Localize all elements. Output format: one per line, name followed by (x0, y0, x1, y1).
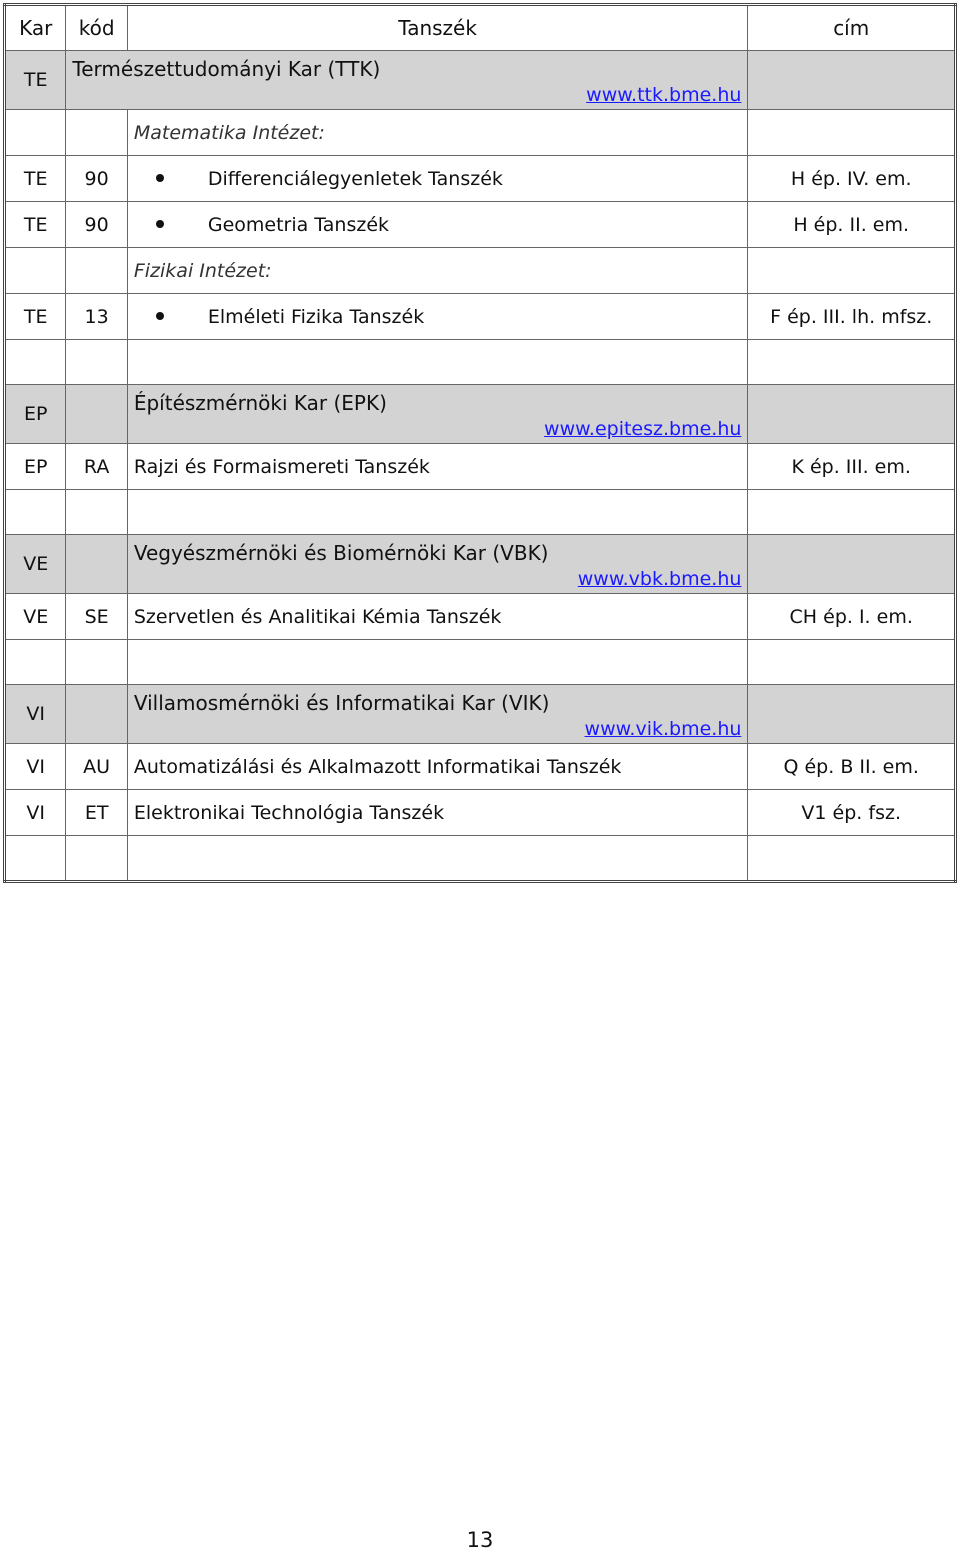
header-kar: Kar (5, 5, 66, 51)
dept-name: Elektronikai Technológia Tanszék (127, 790, 748, 836)
faculty-kar: VI (5, 685, 66, 744)
dept-kar: TE (5, 294, 66, 340)
dept-kod: AU (66, 744, 127, 790)
institute-label: Fizikai Intézet: (127, 248, 748, 294)
dept-kod: SE (66, 594, 127, 640)
dept-kar: VI (5, 744, 66, 790)
faculty-website-link[interactable]: www.vik.bme.hu (584, 718, 742, 740)
faculty-row-ttk (5, 51, 956, 110)
table-row (5, 202, 956, 248)
header-cim: cím (748, 5, 956, 51)
dept-cim: H ép. II. em. (748, 202, 956, 248)
dept-cim: CH ép. I. em. (748, 594, 956, 640)
dept-kod: RA (66, 444, 127, 490)
header-kod: kód (66, 5, 127, 51)
dept-kar: TE (5, 202, 66, 248)
dept-name: Rajzi és Formaismereti Tanszék (127, 444, 748, 490)
faculty-kar: VE (5, 535, 66, 594)
dept-cim: V1 ép. fsz. (748, 790, 956, 836)
header-tanszek: Tanszék (127, 5, 748, 51)
empty-row (5, 836, 956, 882)
faculty-name: Vegyészmérnöki és Biomérnöki Kar (VBK) (133, 541, 549, 565)
institute-row (5, 110, 956, 156)
institute-label: Matematika Intézet: (127, 110, 748, 156)
faculty-kar: TE (5, 51, 66, 110)
empty-row (5, 340, 956, 385)
faculty-kar: EP (5, 385, 66, 444)
table-header-row (5, 5, 956, 51)
table-row (5, 156, 956, 202)
table-row (5, 744, 956, 790)
dept-name: Automatizálási és Alkalmazott Informatikai Tanszék (127, 744, 748, 790)
faculty-row-vbk (5, 535, 956, 594)
faculty-website-link[interactable]: www.epitesz.bme.hu (544, 418, 742, 440)
dept-name: Elméleti Fizika Tanszék (207, 305, 425, 328)
bullet-icon (156, 220, 164, 228)
faculty-website-link[interactable]: www.ttk.bme.hu (586, 84, 742, 106)
empty-row (5, 490, 956, 535)
dept-kar: VI (5, 790, 66, 836)
institute-row (5, 248, 956, 294)
dept-name: Differenciálegyenletek Tanszék (207, 167, 503, 190)
dept-cim: F ép. III. lh. mfsz. (748, 294, 956, 340)
faculty-name: Természettudományi Kar (TTK) (72, 57, 381, 81)
dept-cim: H ép. IV. em. (748, 156, 956, 202)
dept-kar: EP (5, 444, 66, 490)
empty-row (5, 640, 956, 685)
dept-cim: Q ép. B II. em. (748, 744, 956, 790)
faculty-name: Villamosmérnöki és Informatikai Kar (VIK) (133, 691, 550, 715)
bullet-icon (156, 174, 164, 182)
table-row (5, 790, 956, 836)
dept-name: Geometria Tanszék (207, 213, 390, 236)
page-number: 13 (466, 1528, 494, 1552)
dept-kod: 90 (66, 156, 127, 202)
faculty-name: Építészmérnöki Kar (EPK) (133, 391, 387, 415)
table-row (5, 444, 956, 490)
dept-kar: TE (5, 156, 66, 202)
dept-kar: VE (5, 594, 66, 640)
dept-cim: K ép. III. em. (748, 444, 956, 490)
faculty-row-epk (5, 385, 956, 444)
faculty-row-vik (5, 685, 956, 744)
dept-kod: ET (66, 790, 127, 836)
table-row (5, 294, 956, 340)
dept-kod: 13 (66, 294, 127, 340)
department-table (3, 3, 957, 883)
dept-kod: 90 (66, 202, 127, 248)
faculty-website-link[interactable]: www.vbk.bme.hu (577, 568, 742, 590)
bullet-icon (156, 312, 164, 320)
dept-name: Szervetlen és Analitikai Kémia Tanszék (127, 594, 748, 640)
table-row (5, 594, 956, 640)
